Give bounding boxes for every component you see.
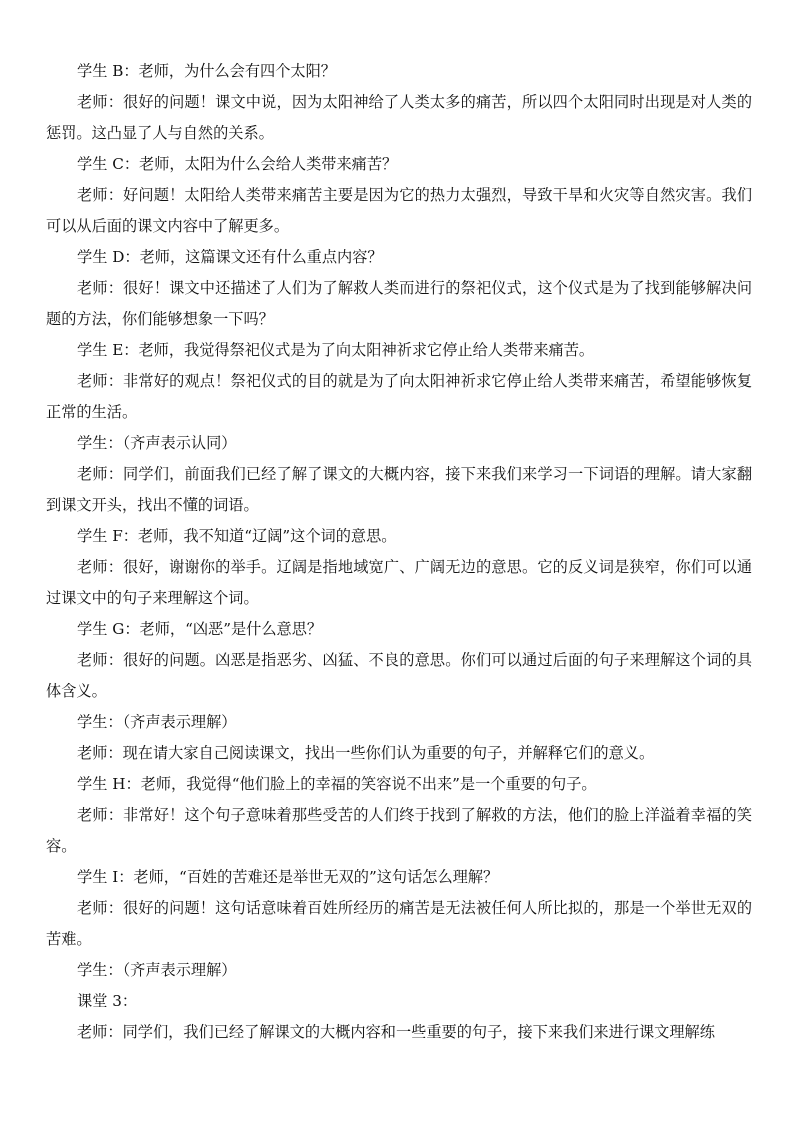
dialogue-line: 老师：很好的问题！课文中说，因为太阳神给了人类太多的痛苦，所以四个太阳同时出现是对人类的惩罚。这凸显了人与自然的关系。: [46, 93, 752, 142]
document-page: [46, 56, 752, 1048]
dialogue-line: 学生：（齐声表示理解）: [77, 713, 237, 731]
dialogue-line: 学生 I：老师，“百姓的苦难还是举世无双的”这句话怎么理解？: [77, 868, 499, 886]
dialogue-line: 学生 B：老师，为什么会有四个太阳？: [77, 62, 336, 80]
dialogue-line: 老师：现在请大家自己阅读课文，找出一些你们认为重要的句子，并解释它们的意义。: [77, 744, 655, 762]
dialogue-line: 老师：非常好的观点！祭祀仪式的目的就是为了向太阳神祈求它停止给人类带来痛苦，希望能够恢复正常的生活。: [46, 372, 752, 421]
dialogue-line: 学生 F：老师，我不知道“辽阔”这个词的意思。: [77, 527, 397, 545]
dialogue-line: 老师：好问题！太阳给人类带来痛苦主要是因为它的热力太强烈，导致干旱和火灾等自然灾害。我们可以从后面的课文内容中了解更多。: [46, 186, 752, 235]
dialogue-line: 学生 E：老师，我觉得祭祀仪式是为了向太阳神祈求它停止给人类带来痛苦。: [77, 341, 595, 359]
dialogue-line: 老师：同学们，前面我们已经了解了课文的大概内容，接下来我们来学习一下词语的理解。请大家翻到课文开头，找出不懂的词语。: [46, 465, 752, 514]
dialogue-line: 学生 C：老师，太阳为什么会给人类带来痛苦？: [77, 155, 398, 173]
dialogue-line: 学生 G：老师，“凶恶”是什么意思？: [77, 620, 323, 638]
dialogue-line: 学生：（齐声表示理解）: [77, 961, 237, 979]
dialogue-line: 学生 H：老师，我觉得“他们脸上的幸福的笑容说不出来”是一个重要的句子。: [77, 775, 597, 793]
section-heading: 课堂 3：: [77, 992, 138, 1010]
dialogue-line: 老师：很好的问题。凶恶是指恶劣、凶猛、不良的意思。你们可以通过后面的句子来理解这个词的具体含义。: [46, 651, 752, 700]
dialogue-line: 学生：（齐声表示认同）: [77, 434, 237, 452]
dialogue-line: 老师：很好，谢谢你的举手。辽阔是指地域宽广、广阔无边的意思。它的反义词是狭窄，你们可以通过课文中的句子来理解这个词。: [46, 558, 752, 607]
dialogue-line: 老师：很好的问题！这句话意味着百姓所经历的痛苦是无法被任何人所比拟的，那是一个举世无双的苦难。: [46, 899, 752, 948]
dialogue-line: 学生 D：老师，这篇课文还有什么重点内容？: [77, 248, 383, 266]
dialogue-line: 老师：非常好！这个句子意味着那些受苦的人们终于找到了解救的方法，他们的脸上洋溢着幸福的笑容。: [46, 806, 752, 855]
dialogue-line: 老师：很好！课文中还描述了人们为了解救人类而进行的祭祀仪式，这个仪式是为了找到能够解决问题的方法，你们能够想象一下吗？: [46, 279, 752, 328]
dialogue-line: 老师：同学们，我们已经了解课文的大概内容和一些重要的句子，接下来我们来进行课文理解练: [77, 1023, 715, 1041]
